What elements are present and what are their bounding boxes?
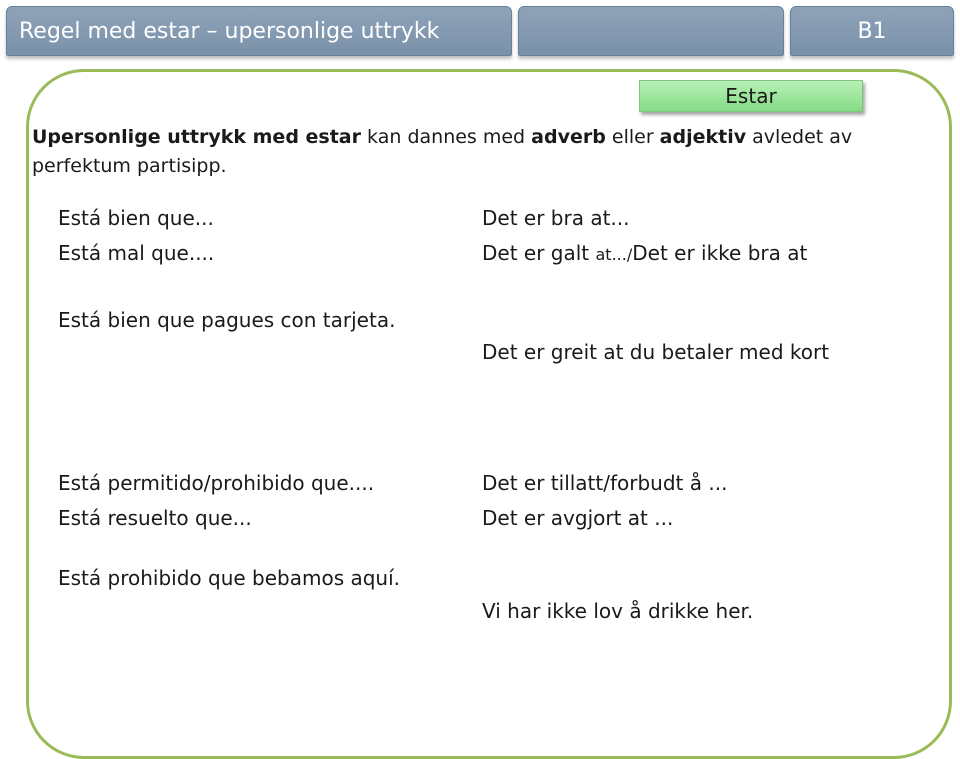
intro-bold-2: adverb <box>531 126 606 148</box>
slide-title: Regel med estar – upersonlige uttrykk <box>19 18 440 44</box>
header-title-tab <box>6 6 512 56</box>
intro-bold-3: adjektiv <box>659 126 747 148</box>
sentence-es-tarjeta: Está bien que pagues con tarjeta. <box>58 308 396 332</box>
topic-badge <box>639 80 863 112</box>
example-no-galt-a: Det er galt <box>482 241 596 265</box>
header-level-tab <box>790 6 954 56</box>
intro-bold-1: Upersonlige uttrykk med estar <box>32 126 362 148</box>
example-es-permitido: Está permitido/prohibido que.... <box>58 471 375 495</box>
sentence-no-drikke: Vi har ikke lov å drikke her. <box>482 599 754 623</box>
example-no-bra: Det er bra at... <box>482 206 630 230</box>
example-no-galt <box>482 240 807 268</box>
example-no-galt-b: at.../ <box>595 245 633 264</box>
topic-badge-label: Estar <box>725 84 777 108</box>
level-label: B1 <box>857 18 887 44</box>
intro-paragraph <box>32 123 892 181</box>
example-no-tillatt: Det er tillatt/forbudt å ... <box>482 471 728 495</box>
example-no-galt-c: Det er ikke bra at <box>632 241 808 265</box>
sentence-es-bebamos: Está prohibido que bebamos aquí. <box>58 566 401 590</box>
header-middle-tab <box>518 6 784 56</box>
intro-text-3: avledet av perfektum partisipp. <box>32 126 853 177</box>
example-es-bien: Está bien que... <box>58 206 214 230</box>
intro-text-1: kan dannes med <box>361 126 532 148</box>
example-es-mal: Está mal que.... <box>58 241 215 265</box>
example-no-avgjort: Det er avgjort at ... <box>482 506 674 530</box>
example-es-resuelto: Está resuelto que... <box>58 506 252 530</box>
sentence-no-kort: Det er greit at du betaler med kort <box>482 340 830 364</box>
intro-text-2: eller <box>605 126 660 148</box>
